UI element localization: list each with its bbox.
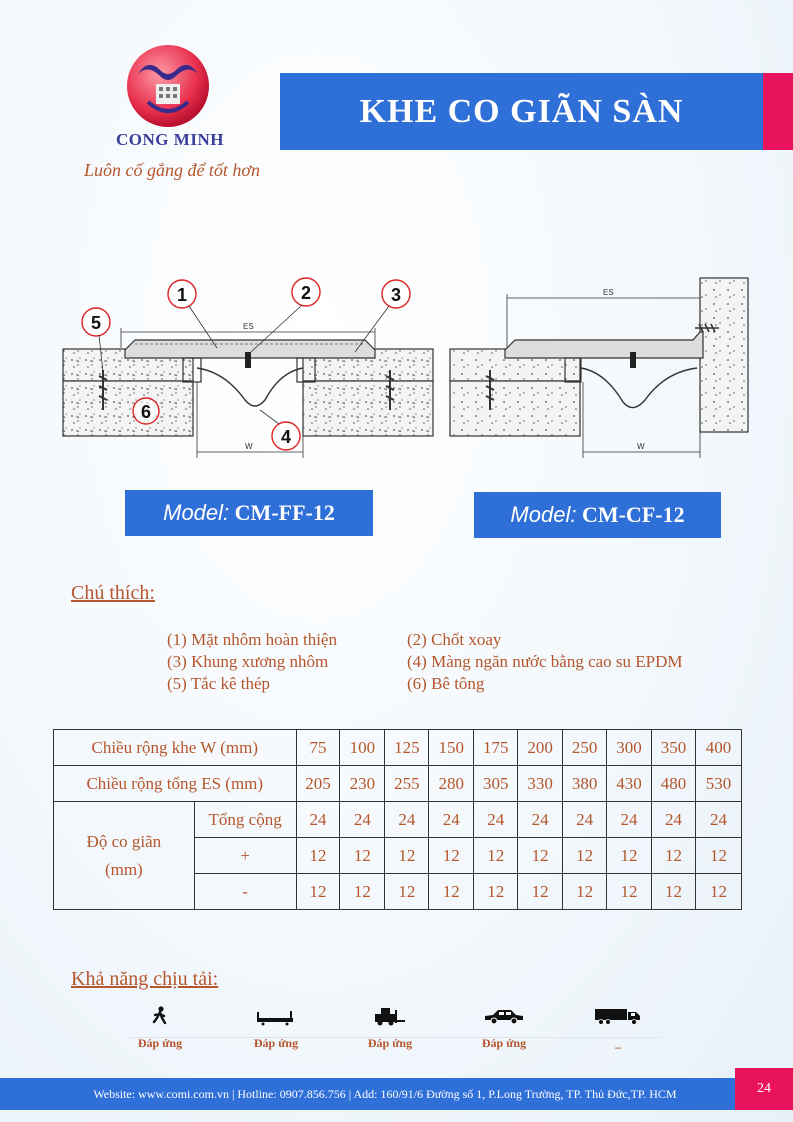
cell: 24 xyxy=(563,802,607,838)
table-row-total xyxy=(54,802,742,838)
callout-5: 5 xyxy=(90,313,102,333)
load-label: Đáp ứng xyxy=(253,1036,299,1050)
forklift-icon xyxy=(373,1006,407,1026)
callout-2: 2 xyxy=(300,283,312,303)
cell: 24 xyxy=(474,802,518,838)
cell: 350 xyxy=(652,730,696,766)
cell: 100 xyxy=(340,730,385,766)
cell: 530 xyxy=(695,766,741,802)
cell: 255 xyxy=(385,766,429,802)
legend-list xyxy=(167,630,767,696)
diagram-cm-ff-12 xyxy=(55,272,440,462)
cell: 200 xyxy=(518,730,563,766)
company-logo-icon xyxy=(126,44,210,128)
legend-heading: Chú thích: xyxy=(71,582,155,604)
cell: 250 xyxy=(563,730,607,766)
cell: 12 xyxy=(607,838,652,874)
callout-6: 6 xyxy=(140,402,152,422)
movement-label-line2: (mm) xyxy=(104,859,143,879)
cell: 300 xyxy=(607,730,652,766)
load-label: Đáp ứng xyxy=(367,1036,413,1050)
cell: 12 xyxy=(296,838,340,874)
cell: 480 xyxy=(652,766,696,802)
truck-icon xyxy=(593,1006,643,1026)
cell: 12 xyxy=(518,874,563,910)
load-item-car xyxy=(454,1006,554,1051)
cell: 150 xyxy=(429,730,474,766)
cell: 380 xyxy=(563,766,607,802)
dim-w-label-right: W xyxy=(637,442,645,451)
brand-slogan: Luôn cố gắng để tốt hơn xyxy=(83,160,261,180)
cell: 12 xyxy=(652,838,696,874)
cell: 230 xyxy=(340,766,385,802)
model-value: CM-CF-12 xyxy=(581,502,685,527)
legend-item: (5) Tắc kê thép xyxy=(167,674,271,693)
load-item-truck xyxy=(568,1006,668,1051)
cell: 125 xyxy=(385,730,429,766)
cell: 12 xyxy=(695,874,741,910)
cell: 12 xyxy=(695,838,741,874)
callout-4: 4 xyxy=(280,427,292,447)
cell: 24 xyxy=(429,802,474,838)
legend-item: (6) Bê tông xyxy=(407,674,485,693)
cell: 205 xyxy=(296,766,340,802)
table-row-w xyxy=(54,730,742,766)
cell: 12 xyxy=(607,874,652,910)
cell: 24 xyxy=(695,802,741,838)
table-row-es xyxy=(54,766,742,802)
pedestrian-icon xyxy=(150,1006,170,1026)
cell: 24 xyxy=(296,802,340,838)
legend-item: (3) Khung xương nhôm xyxy=(167,652,329,671)
dim-w-label: W xyxy=(245,442,253,451)
load-item-pedestrian xyxy=(110,1006,210,1051)
row-label-minus: - xyxy=(194,874,296,910)
cell: 24 xyxy=(385,802,429,838)
cell: 12 xyxy=(429,838,474,874)
cell: 280 xyxy=(429,766,474,802)
cell: 24 xyxy=(607,802,652,838)
cell: 12 xyxy=(563,874,607,910)
loads-heading: Khả năng chịu tải: xyxy=(71,968,219,990)
cell: 330 xyxy=(518,766,563,802)
model-label: Model: xyxy=(163,500,230,525)
load-label: Đáp ứng xyxy=(481,1036,527,1050)
cell: 12 xyxy=(518,838,563,874)
load-item-cart xyxy=(226,1006,326,1051)
cell: 12 xyxy=(429,874,474,910)
legend-item: (4) Màng ngăn nước bằng cao su EPDM xyxy=(407,652,683,671)
cell: 12 xyxy=(385,838,429,874)
cell: 24 xyxy=(518,802,563,838)
cell: 12 xyxy=(563,838,607,874)
cell: 75 xyxy=(296,730,340,766)
row-label-movement xyxy=(54,802,195,910)
model-value: CM-FF-12 xyxy=(234,500,335,525)
cell: 12 xyxy=(296,874,340,910)
load-label: _ xyxy=(615,1036,621,1050)
cell: 12 xyxy=(474,874,518,910)
page-title: KHE CO GIÃN SÀN xyxy=(359,93,684,130)
model-label: Model: xyxy=(510,502,577,527)
cell: 12 xyxy=(474,838,518,874)
cart-icon xyxy=(255,1006,297,1026)
dim-es-label-right: ES xyxy=(603,288,614,297)
spec-table xyxy=(53,729,742,910)
brand-name: CONG MINH xyxy=(116,130,224,149)
title-accent-bar xyxy=(763,73,793,150)
cell: 24 xyxy=(340,802,385,838)
legend-item: (1) Mặt nhôm hoàn thiện xyxy=(167,630,337,649)
cell: 175 xyxy=(474,730,518,766)
cell: 12 xyxy=(385,874,429,910)
page-number: 24 xyxy=(735,1068,793,1110)
cell: 12 xyxy=(652,874,696,910)
movement-label-line1: Độ co giãn xyxy=(86,831,162,851)
row-label-w: Chiều rộng khe W (mm) xyxy=(54,730,297,766)
row-label-plus: + xyxy=(194,838,296,874)
row-label-es: Chiều rộng tổng ES (mm) xyxy=(54,766,297,802)
cell: 305 xyxy=(474,766,518,802)
car-icon xyxy=(483,1006,525,1026)
cell: 12 xyxy=(340,874,385,910)
footer-contact: Website: www.comi.com.vn | Hotline: 0907.856.756 | Add: 160/91/6 Đường số 1, P.Long Trường, TP. Thủ Đức,TP. HCM xyxy=(93,1087,677,1101)
callout-3: 3 xyxy=(390,285,402,305)
load-item-forklift xyxy=(340,1006,440,1051)
legend-item: (2) Chốt xoay xyxy=(407,630,502,649)
model-box-ff xyxy=(125,490,373,536)
cell: 430 xyxy=(607,766,652,802)
callout-1: 1 xyxy=(176,285,188,305)
cell: 400 xyxy=(695,730,741,766)
diagram-cm-cf-12 xyxy=(445,272,755,462)
dim-es-label: ES xyxy=(243,322,254,331)
load-label: Đáp ứng xyxy=(137,1036,183,1050)
cell: 24 xyxy=(652,802,696,838)
model-box-cf xyxy=(474,492,721,538)
cell: 12 xyxy=(340,838,385,874)
row-label-total: Tổng cộng xyxy=(194,802,296,838)
